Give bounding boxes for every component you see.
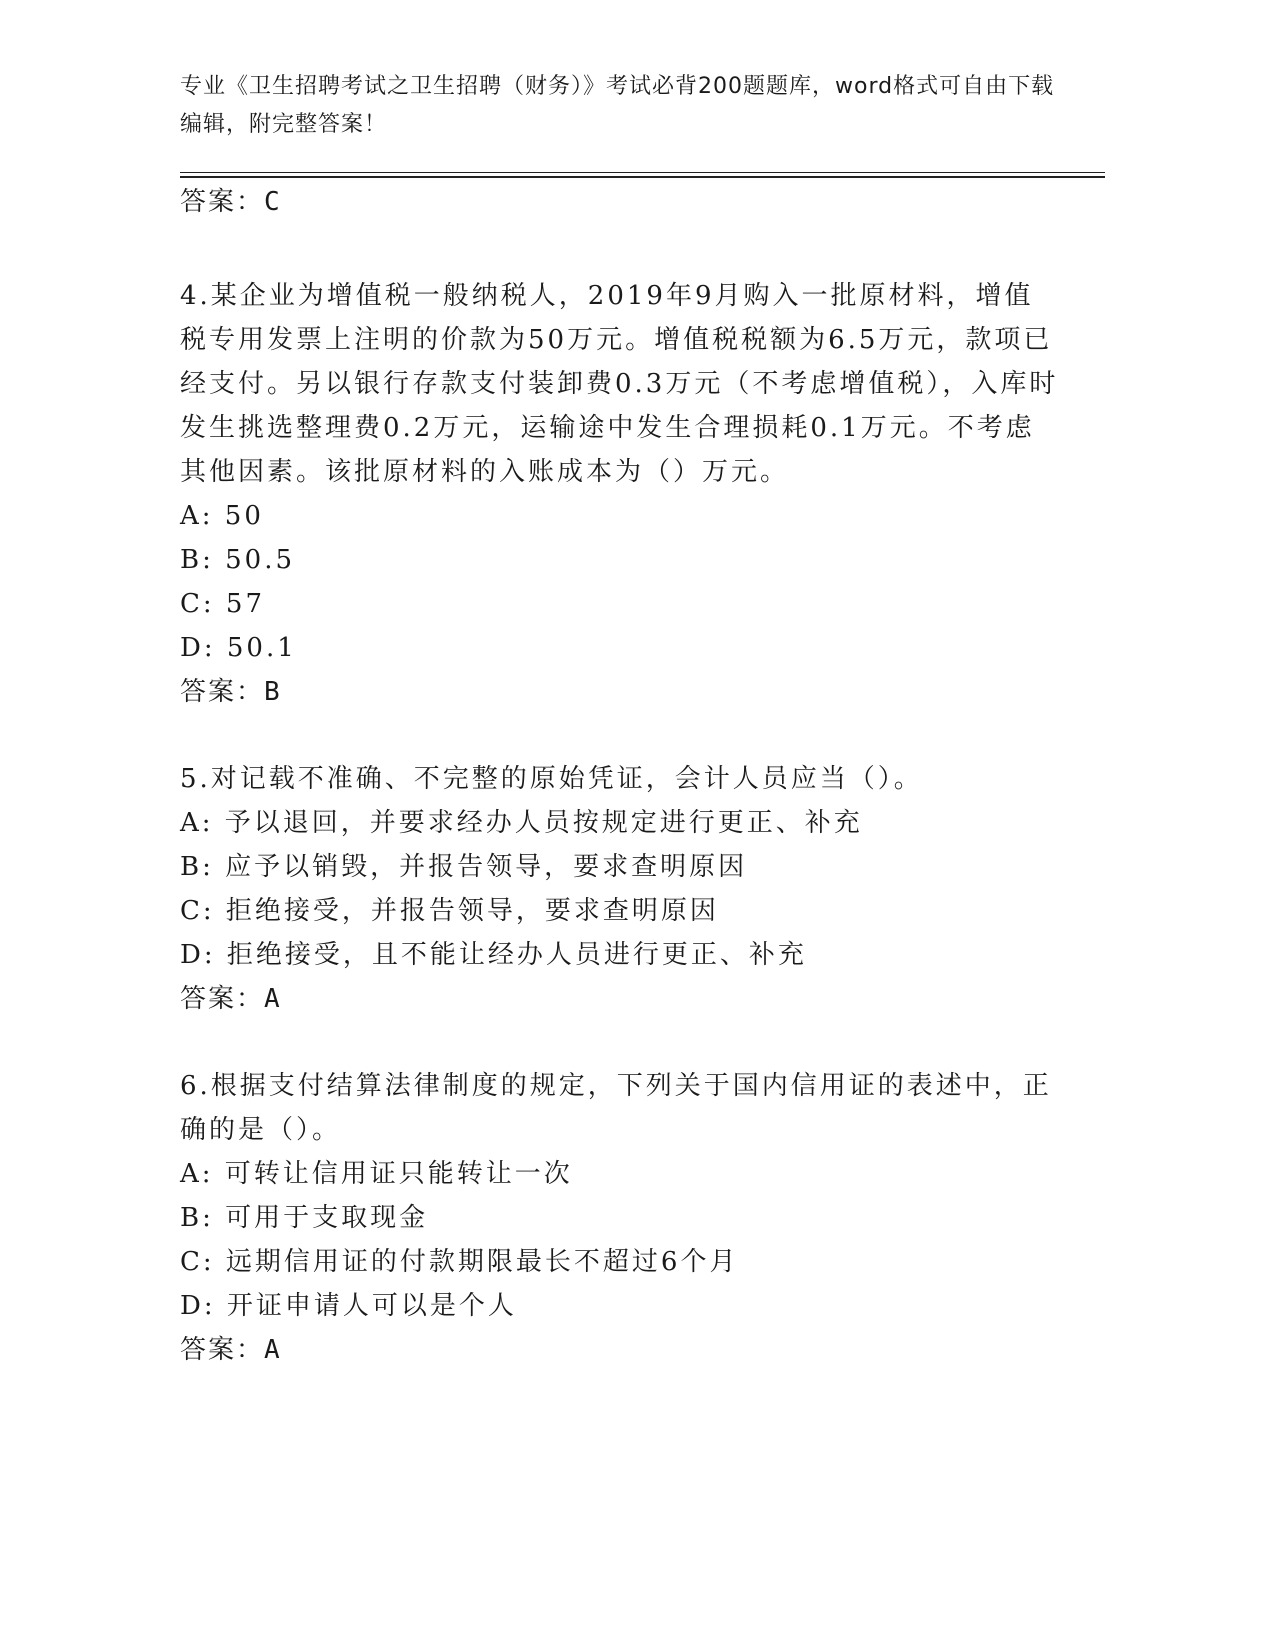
question-text: 4.某企业为增值税一般纳税人，2019年9月购入一批原材料，增值税专用发票上注明的价款为50万元。增值税税额为6.5万元，款项已经支付。另以银行存款支付装卸费0.3万元（不考虑增值税），入库时发生挑选整理费0.2万元，运输途中发生合理损耗0.1万元。不考虑其他因素。该批原材料的入账成本为（）万元。 [180, 281, 1059, 487]
option-a: A: 可转让信用证只能转让一次 [180, 1159, 573, 1189]
question-block [180, 757, 1060, 1021]
option-b: B: 50.5 [180, 545, 296, 575]
option-d: D: 开证申请人可以是个人 [180, 1291, 517, 1321]
answer-line [180, 670, 1060, 714]
answer-line [180, 1328, 1060, 1372]
question-text: 6.根据支付结算法律制度的规定，下列关于国内信用证的表述中，正确的是（）。 [180, 1071, 1052, 1145]
question-block [180, 1064, 1060, 1372]
answer-label: 答案： [180, 677, 265, 707]
option-a: A: 50 [180, 501, 264, 531]
header-divider-thin [180, 172, 1105, 173]
option-a: A: 予以退回，并要求经办人员按规定进行更正、补充 [180, 808, 863, 838]
option-d: D: 拒绝接受，且不能让经办人员进行更正、补充 [180, 940, 807, 970]
question-text: 5.对记载不准确、不完整的原始凭证，会计人员应当（）。 [180, 764, 923, 794]
header-divider-thick [180, 176, 1105, 178]
option-d: D: 50.1 [180, 633, 297, 663]
answer-line [180, 977, 1060, 1021]
option-c: C: 57 [180, 589, 266, 619]
option-c: C: 拒绝接受，并报告领导，要求查明原因 [180, 896, 719, 926]
option-b: B: 应予以销毁，并报告领导，要求查明原因 [180, 852, 748, 882]
answer-label: 答案： [180, 187, 265, 217]
answer-line [180, 180, 1060, 224]
answer-label: 答案： [180, 984, 265, 1014]
answer-value: C [264, 187, 282, 217]
answer-value: B [264, 677, 282, 707]
answer-value: A [264, 1335, 282, 1365]
option-b: B: 可用于支取现金 [180, 1203, 429, 1233]
answer-label: 答案： [180, 1335, 265, 1365]
document-body [180, 180, 1060, 1372]
option-c: C: 远期信用证的付款期限最长不超过6个月 [180, 1247, 739, 1277]
answer-value: A [264, 984, 282, 1014]
document-header: 专业《卫生招聘考试之卫生招聘（财务）》考试必背200题题库，word格式可自由下载编辑，附完整答案！ [180, 74, 1055, 137]
question-block [180, 274, 1060, 714]
